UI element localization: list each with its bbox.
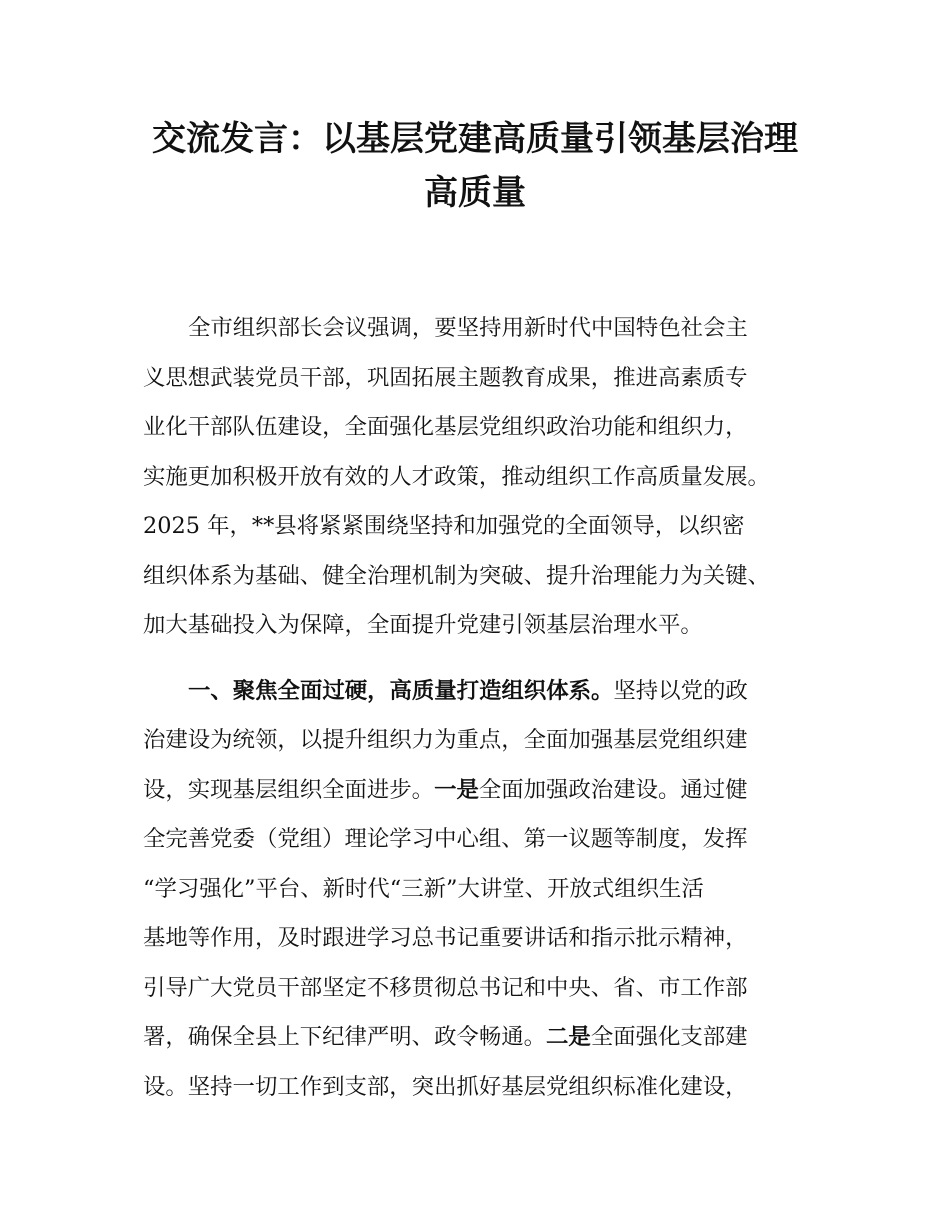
section-1-heading: 一、聚焦全面过硬，高质量打造组织体系。 — [188, 677, 614, 704]
intro-paragraph — [143, 304, 821, 651]
section-1-line: “学习强化”平台、新时代“三新”大讲堂、开放式组织生活 — [143, 875, 704, 902]
intro-line: 加大基础投入为保障，全面提升党建引领基层治理水平。 — [143, 612, 703, 638]
section-1-line-1 — [143, 667, 821, 717]
point-1-label: 一是 — [434, 776, 479, 803]
intro-line: 组织体系为基础、健全治理机制为突破、提升治理能力为关键、 — [143, 562, 770, 589]
intro-line: 2025 年，**县将紧紧围绕坚持和加强党的全面领导，以织密 — [143, 513, 745, 539]
section-1-line: 全完善党委（党组）理论学习中心组、第一议题等制度，发挥 — [143, 826, 748, 852]
section-1-line-8 — [143, 1013, 821, 1063]
intro-line: 全市组织部长会议强调，要坚持用新时代中国特色社会主 — [188, 315, 748, 341]
section-1-text: 全面加强政治建设。通过健 — [478, 776, 748, 803]
section-1-paragraph — [143, 667, 821, 1113]
intro-line: 业化干部队伍建设，全面强化基层党组织政治功能和组织力， — [143, 414, 748, 440]
section-1-line: 设。坚持一切工作到支部，突出抓好基层党组织标准化建设， — [143, 1073, 748, 1100]
document-body — [143, 304, 821, 1112]
title-line-1: 交流发言：以基层党建高质量引领基层治理 — [152, 119, 798, 159]
paragraph-gap — [143, 651, 821, 667]
section-1-line: 治建设为统领，以提升组织力为重点，全面加强基层党组织建 — [143, 727, 748, 753]
section-1-line-3 — [143, 766, 821, 816]
document-title — [100, 112, 850, 220]
intro-line: 义思想武装党员干部，巩固拓展主题教育成果，推进高素质专 — [143, 364, 748, 391]
title-line-2: 高质量 — [424, 173, 526, 213]
intro-line: 实施更加积极开放有效的人才政策，推动组织工作高质量发展。 — [143, 463, 770, 490]
section-1-text: 设，实现基层组织全面进步。 — [143, 776, 435, 803]
point-2-label: 二是 — [546, 1024, 591, 1050]
section-1-line: 基地等作用，及时跟进学习总书记重要讲话和指示批示精神， — [143, 925, 748, 951]
section-1-text: 全面强化支部建 — [590, 1024, 748, 1050]
section-1-text: 坚持以党的政 — [613, 677, 748, 704]
section-1-text: 署，确保全县上下纪律严明、政令畅通。 — [143, 1024, 547, 1050]
section-1-line: 引导广大党员干部坚定不移贯彻总书记和中央、省、市工作部 — [143, 974, 748, 1001]
